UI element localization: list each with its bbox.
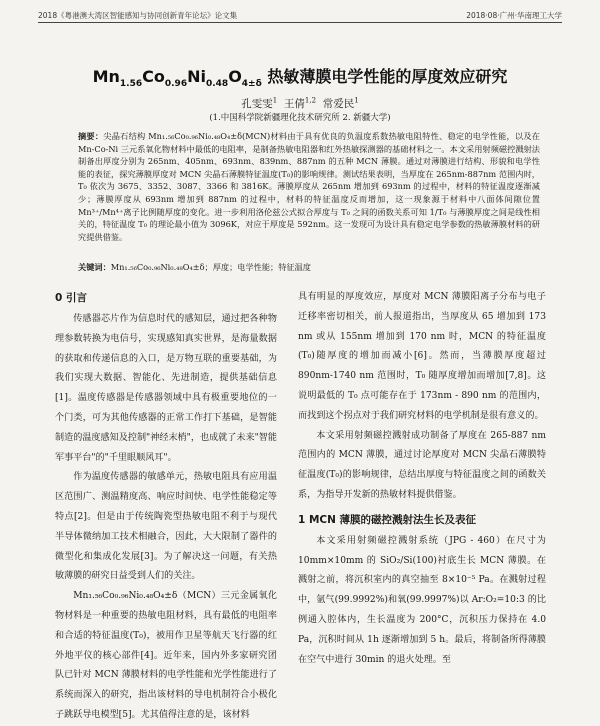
keywords-text: Mn₁.₅₆Co₀.₉₆Ni₀.₄₈O₄±δ；厚度；电学性能；特征温度 <box>110 262 311 272</box>
paragraph: 作为温度传感器的敏感单元，热敏电阻具有应用温区范围广、测温精度高、响应时间快、电学性能稳定等特点[2]。但是由于传统陶瓷型热敏电阻不利于与现代半导体微纳加工技术相融合，因此，大大限制了器件的微型化和集成化发展[3]。为了解决这一问题，有关热敏薄膜的研究日益受到人们的关注。 <box>55 472 277 582</box>
author-list: 孔雯雯$^1$ 王倩$^{1,2}$ 常爱民$^1$ <box>241 96 359 110</box>
paragraph: Mn₁.₅₆Co₀.₉₆Ni₀.₄₈O₄±δ（MCN）三元金属氧化物材料是一种重要的热敏电阻材料，具有最低的电阻率和合适的特征温度(T₀)，被用作卫星等航天飞行器的红外地平仪的核心部件[4]。近年来，国内外多家研究团队已针对 MCN 薄膜材料的电学性能和光学性能进行了系统而深入的研究，指出该材料的导电机制符合小极化子跳跃导电模型[5]。尤其值得注意的是，该材料 <box>55 591 277 720</box>
abstract-label: 摘要： <box>78 131 104 141</box>
header-rule <box>38 22 562 23</box>
author-2: 王倩 <box>283 98 305 110</box>
keywords-label: 关键词： <box>78 262 111 272</box>
right-column <box>298 288 546 670</box>
paragraph: 具有明显的厚度效应，厚度对 MCN 薄膜阳离子分布与电子迁移率密切相关，前人报道指出，当厚度从 65 增加到 173 nm 或从 155nm 增加到 170 nm 时，MCN 的特征温度(T₀)随厚度的增加而减小[6]。然而，当薄膜厚度超过 890nm-1740 nm 范围时，T₀ 随厚度增加而增加[7,8]。这说明最低的 T₀ 点可能存在于 173nm - 890 nm 的范围内，而找到这个拐点对于我们研究材料的电学机制是很有意义的。 <box>298 292 546 421</box>
paragraph: 本文采用射频磁控溅射系统（JPG - 460）在尺寸为 10mm×10mm 的 SiO₂/Si(100)衬底生长 MCN 薄膜。在溅射之前，将沉积室内的真空抽至 8×10⁻⁵ Pa。在溅射过程中，氩气(99.9992%)和氧(99.9997%)以 Ar:O₂=10:3 的比例通入腔体内，生长温度为 200°C，沉积压力保持在 4.0 Pa，沉积时间从 1h 逐渐增加到 5 h。最后，将制备所得薄膜在空气中进行 30min 的退火处理。至 <box>298 535 546 665</box>
author-3: 常爱民 <box>322 98 355 110</box>
header-left: 2018《粤港澳大湾区智能感知与协同创新青年论坛》论文集 <box>38 11 238 20</box>
keywords <box>78 262 540 273</box>
affiliation: (1.中国科学院新疆理化技术研究所 2. 新疆大学) <box>209 113 391 123</box>
section-heading-intro: 0 引言 <box>55 292 87 304</box>
paragraph: 传感器芯片作为信息时代的感知层，通过把各种物理参数转换为电信号，实现感知真实世界，是海量数据的获取和传递信息的入口，是万物互联的重要基础，为我们实现大数据、智能化、先进制造，提供基础信息[1]。温度传感器是传感器领域中具有极重要地位的一个门类，可为其他传感器的正常工作打下基础，是智能制造的温度感知及控制"神经末梢"，也成就了未来"智能军事平台"的"千里眼顺风耳"。 <box>55 314 277 463</box>
left-column <box>55 288 277 726</box>
section-heading-1: 1 MCN 薄膜的磁控溅射法生长及表征 <box>298 513 477 526</box>
running-header <box>38 8 562 22</box>
abstract <box>78 130 540 243</box>
paper-title: $Mn_{1.56}Co_{0.96}Ni_{0.48}O_{4\pm\delta}$ 热敏薄膜电学性能的厚度效应研究 <box>92 67 508 90</box>
abstract-text: 尖晶石结构 Mn₁.₅₆Co₀.₉₆Ni₀.₄₈O₄±δ(MCN)材料由于具有优良的负温度系数热敏电阻特性、稳定的电学性能，以及在 Mn-Co-Ni 三元系氧化物材料中最低的电阻率，是制备热敏电阻器和红外热敏探测器的基础材料之一。本文采用射频磁控溅射法制备出厚度分别为 265nm、405nm、693nm、839nm、887nm 的五种 MCN 薄膜。通过对薄膜进行结构、形貌和电学性能的表征，探究薄膜厚度对 MCN 尖晶石薄膜特征温度(T₀)的影响规律。测试结果表明，当厚度在 265nm-887nm 范围内时，T₀ 依次为 3675、3352、3087、3366 和 3816K。薄膜厚度从 265nm 增加到 693nm 的过程中，材料的特征温度逐渐减少；薄膜厚度从 693nm 增加到 887nm 的过程中，材料的特征温度反而增加，这一现象源于材料中八面体间隙位置 Mn³⁺/Mn⁴⁺离子比例随厚度的变化。进一步利用洛伦兹公式拟合厚度与 T₀ 之间的函数关系可知 1/T₀ 与薄膜厚度之间是线性相关的，特征温度 T₀ 的理论最小值为 3096K，对应于厚度是 592nm。这一发现可为设计具有稳定电学参数的热敏薄膜材料的研究提供借鉴。 <box>78 131 540 242</box>
paragraph: 本文采用射频磁控溅射成功制备了厚度在 265-887 nm 范围内的 MCN 薄膜，通过讨论厚度对 MCN 尖晶石薄膜特征温度(T₀)的影响规律，总结出厚度与特征温度之间的函数关系，为指导开发新的热敏材料提供借鉴。 <box>298 430 546 500</box>
header-right: 2018·08·广州·华南理工大学 <box>466 11 562 20</box>
author-1: 孔雯雯 <box>241 98 273 110</box>
